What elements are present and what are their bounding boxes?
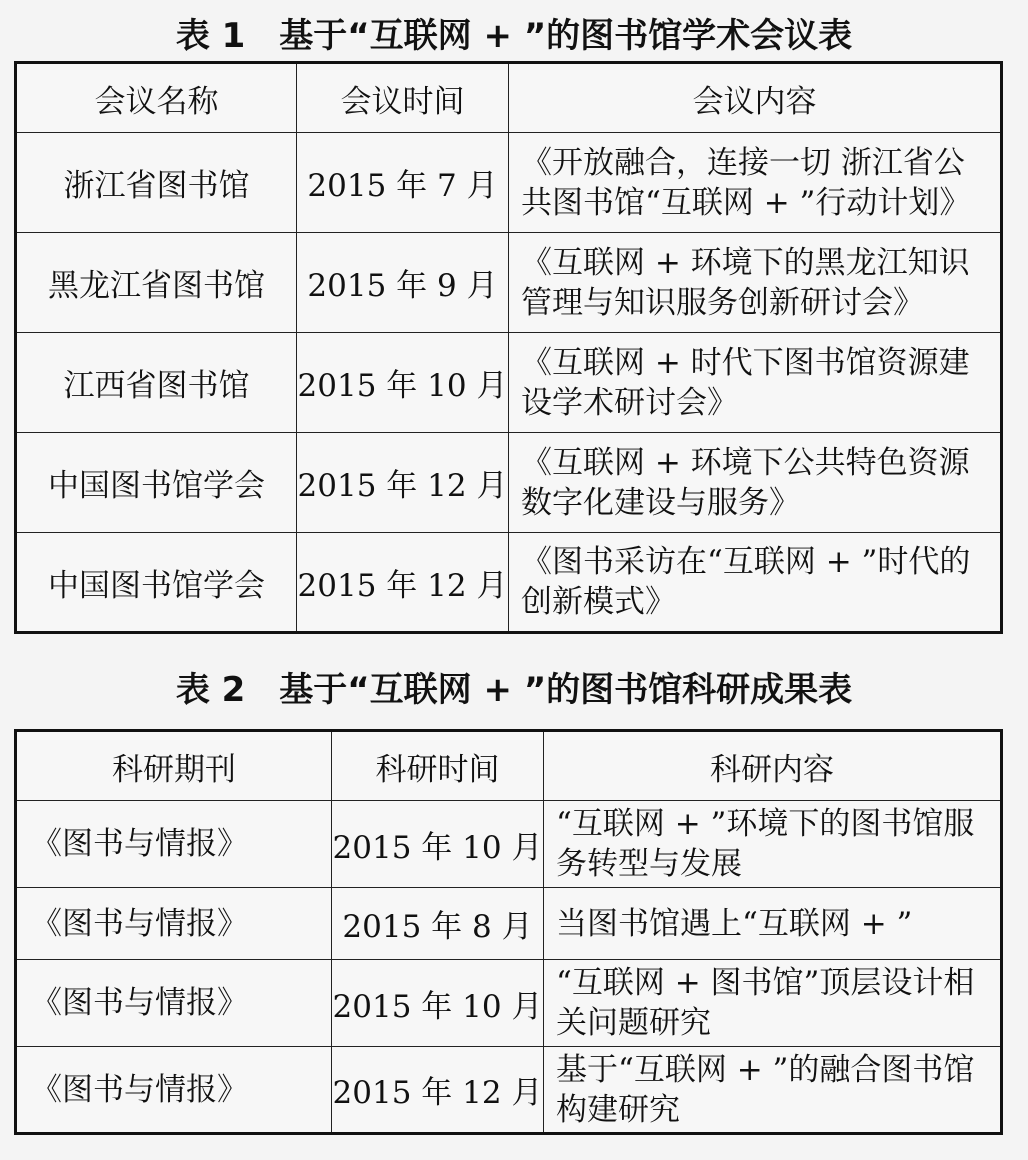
research-time-cell: 2015 年 10 月	[332, 801, 544, 888]
meeting-content-cell: 《图书采访在“互联网 + ”时代的创新模式》	[509, 533, 1002, 633]
meeting-time-cell: 2015 年 9 月	[297, 233, 509, 333]
header-meeting-content: 会议内容	[509, 63, 1002, 133]
meeting-name-cell: 黑龙江省图书馆	[16, 233, 297, 333]
meeting-content-cell: 《互联网 + 环境下公共特色资源数字化建设与服务》	[509, 433, 1002, 533]
research-content-cell: “互联网 + 图书馆”顶层设计相关问题研究	[544, 960, 1002, 1047]
table-row	[16, 888, 1002, 960]
table-row	[16, 1047, 1002, 1134]
journal-cell: 《图书与情报》	[16, 1047, 332, 1134]
table-row	[16, 333, 1002, 433]
journal-cell: 《图书与情报》	[16, 888, 332, 960]
table-row	[16, 233, 1002, 333]
table2-caption: 表 2 基于“互联网 + ”的图书馆科研成果表	[175, 670, 853, 710]
table-row	[16, 960, 1002, 1047]
meeting-content-cell: 《开放融合，连接一切 浙江省公共图书馆“互联网 + ”行动计划》	[509, 133, 1002, 233]
header-journal: 科研期刊	[16, 731, 332, 801]
table-row	[16, 533, 1002, 633]
table1-caption: 表 1 基于“互联网 + ”的图书馆学术会议表	[175, 16, 853, 56]
header-research-content: 科研内容	[544, 731, 1002, 801]
meeting-name-cell: 浙江省图书馆	[16, 133, 297, 233]
header-meeting-time: 会议时间	[297, 63, 509, 133]
journal-cell: 《图书与情报》	[16, 960, 332, 1047]
conference-table	[14, 61, 1003, 634]
research-content-cell: 当图书馆遇上“互联网 + ”	[544, 888, 1002, 960]
research-content-cell: “互联网 + ”环境下的图书馆服务转型与发展	[544, 801, 1002, 888]
meeting-time-cell: 2015 年 12 月	[297, 533, 509, 633]
table-header-row	[16, 731, 1002, 801]
research-time-cell: 2015 年 8 月	[332, 888, 544, 960]
header-research-time: 科研时间	[332, 731, 544, 801]
research-table	[14, 729, 1003, 1135]
header-meeting-name: 会议名称	[16, 63, 297, 133]
table-row	[16, 133, 1002, 233]
table-header-row	[16, 63, 1002, 133]
research-time-cell: 2015 年 12 月	[332, 1047, 544, 1134]
meeting-name-cell: 中国图书馆学会	[16, 533, 297, 633]
meeting-time-cell: 2015 年 12 月	[297, 433, 509, 533]
meeting-time-cell: 2015 年 7 月	[297, 133, 509, 233]
meeting-time-cell: 2015 年 10 月	[297, 333, 509, 433]
table-row	[16, 433, 1002, 533]
meeting-name-cell: 中国图书馆学会	[16, 433, 297, 533]
meeting-content-cell: 《互联网 + 时代下图书馆资源建设学术研讨会》	[509, 333, 1002, 433]
research-content-cell: 基于“互联网 + ”的融合图书馆构建研究	[544, 1047, 1002, 1134]
meeting-content-cell: 《互联网 + 环境下的黑龙江知识管理与知识服务创新研讨会》	[509, 233, 1002, 333]
table-row	[16, 801, 1002, 888]
meeting-name-cell: 江西省图书馆	[16, 333, 297, 433]
journal-cell: 《图书与情报》	[16, 801, 332, 888]
research-time-cell: 2015 年 10 月	[332, 960, 544, 1047]
